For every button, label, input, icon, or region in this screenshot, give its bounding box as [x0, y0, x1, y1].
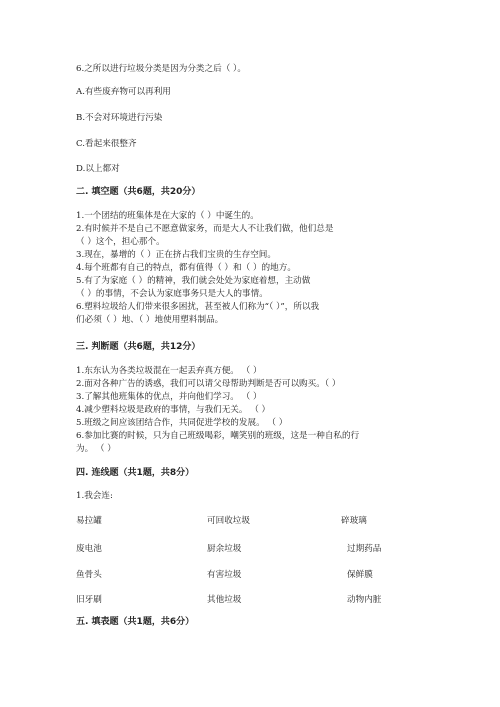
match-left-item: 鱼骨头 — [76, 570, 102, 580]
match-left-item: 旧牙刷 — [76, 595, 102, 605]
fill-line: 2.有时候并不是自己不愿意做家务，而是大人不让我们做，他们总是 — [76, 224, 334, 234]
judge-line: 2.面对各种广告的诱惑，我们可以请父母帮助判断是否可以购买。（ ） — [76, 379, 341, 389]
q6-option-c: C.看起来很整齐 — [76, 139, 137, 149]
section-title-fill-in: 二. 填空题（共6题，共20分） — [76, 187, 201, 197]
match-right-item: 保鲜膜 — [347, 570, 373, 580]
q6-stem: 6.之所以进行垃圾分类是因为分类之后（ ）。 — [76, 64, 246, 74]
match-middle-item: 有害垃圾 — [207, 570, 242, 580]
match-left-item: 废电池 — [76, 544, 102, 554]
match-middle-item: 可回收垃圾 — [207, 516, 250, 526]
fill-line: 5.有了为家庭（ ）的精神，我们就会处处为家庭着想，主动做 — [76, 276, 311, 286]
fill-line: 4.每个班都有自己的特点，都有值得（ ）和（ ）的地方。 — [76, 263, 296, 273]
judge-line: 5.班级之间应该团结合作，共同促进学校的发展。 （ ） — [76, 418, 288, 428]
q6-option-b: B.不会对环境进行污染 — [76, 113, 163, 123]
q6-option-a: A.有些废弃物可以再利用 — [76, 87, 171, 97]
match-right-item: 过期药品 — [347, 544, 382, 554]
fill-line: 们必须（ ）地、（ ）地使用塑料制品。 — [76, 315, 224, 325]
judge-line: 4.减少塑料垃圾是政府的事情，与我们无关。 （ ） — [76, 405, 271, 415]
fill-line: （ ）这个，担心那个。 — [76, 237, 165, 247]
match-middle-item: 其他垃圾 — [207, 595, 242, 605]
match-left-item: 易拉罐 — [76, 516, 102, 526]
judge-line: 6.参加比赛的时候，只为自己班级喝彩，嘲笑别的班级，这是一种自私的行 — [76, 431, 360, 441]
judge-line: 为。 （ ） — [76, 444, 116, 454]
judge-line: 3.了解其他班集体的优点，并向他们学习。 （ ） — [76, 392, 262, 402]
fill-line: 3.现在，暴增的（ ）正在挤占我们宝贵的生存空间。 — [76, 250, 276, 260]
match-right-item: 动物内脏 — [347, 595, 382, 605]
section-title-table: 五. 填表题（共1题，共6分） — [76, 617, 195, 627]
fill-line: （ ）的事情，不会认为家庭事务只是大人的事情。 — [76, 289, 268, 299]
q6-option-d: D.以上都对 — [76, 164, 120, 174]
fill-line: 1.一个团结的班集体是在大家的（ ）中诞生的。 — [76, 211, 259, 221]
section-title-matching: 四. 连线题（共1题，共8分） — [76, 468, 195, 478]
match-right-item: 碎玻璃 — [341, 516, 367, 526]
judge-line: 1.东东认为各类垃圾混在一起丢弃真方便。 （ ） — [76, 366, 262, 376]
fill-line: 6.塑料垃圾给人们带来很多困扰，甚至被人们称为“（ ）”，所以我 — [76, 302, 320, 312]
section-title-true-false: 三. 判断题（共6题，共12分） — [76, 342, 201, 352]
matching-intro: 1.我会连: — [76, 491, 113, 501]
match-middle-item: 厨余垃圾 — [207, 544, 242, 554]
